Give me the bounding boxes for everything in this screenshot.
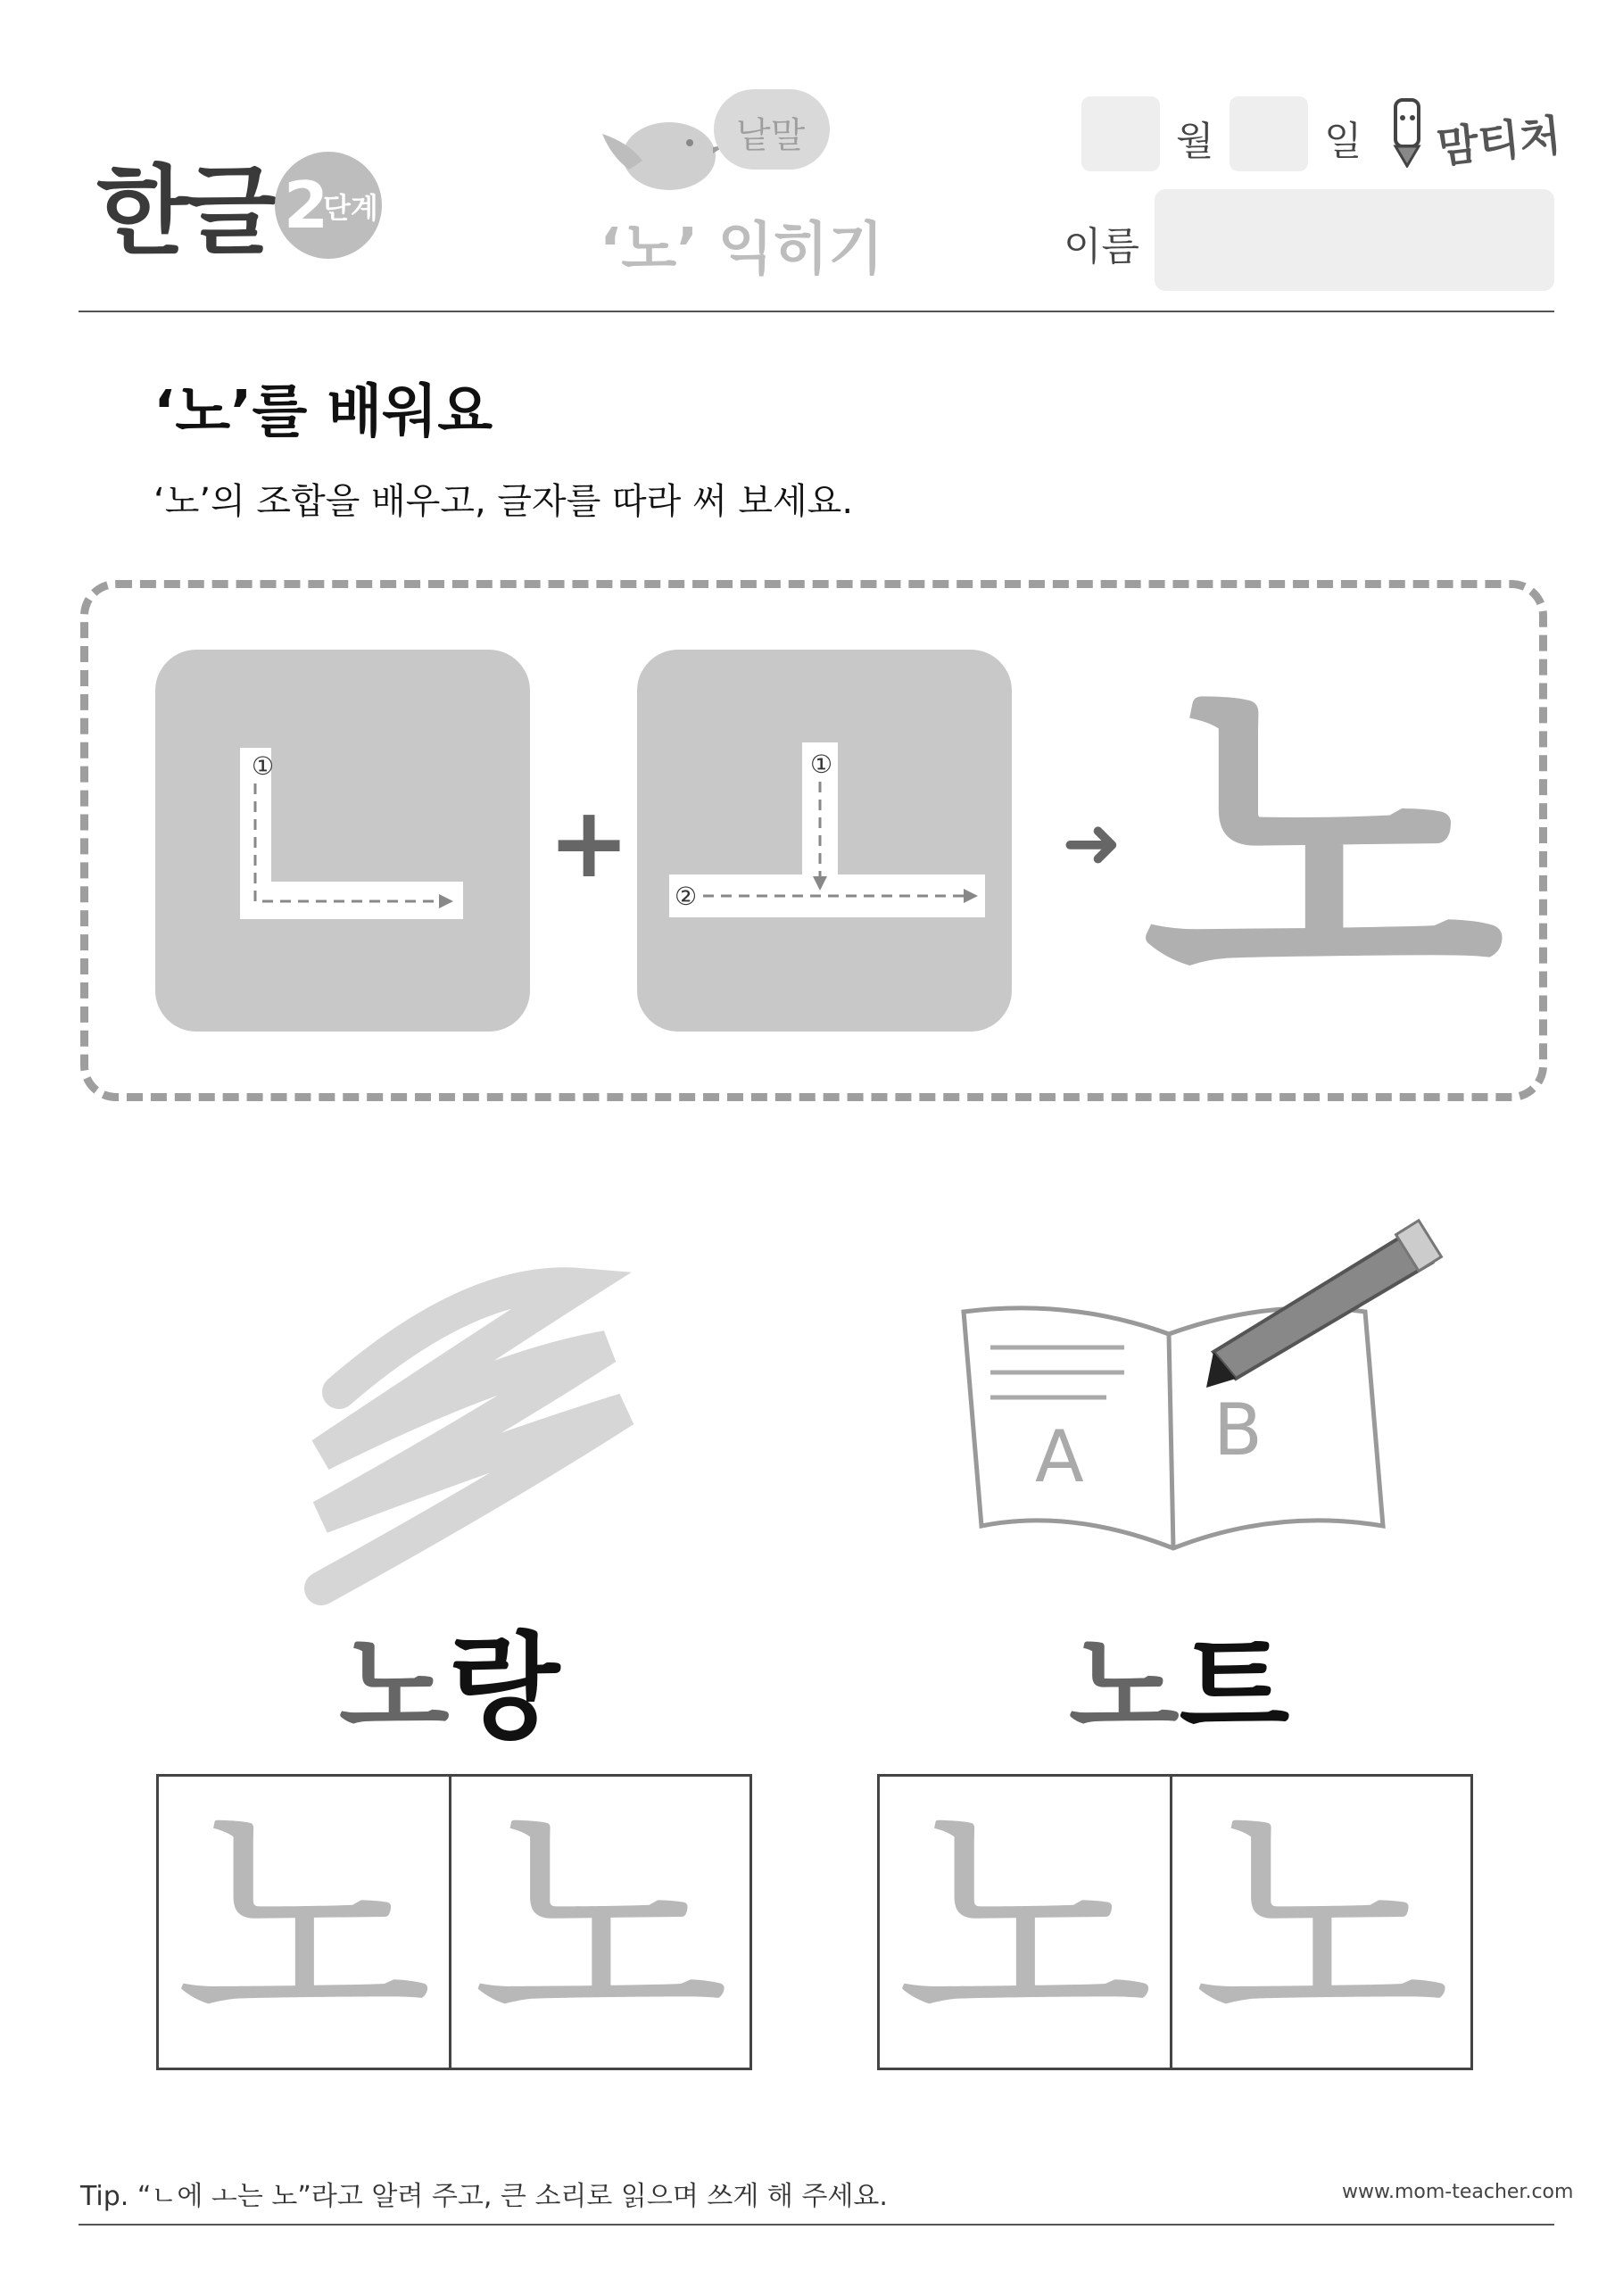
word-2-rest: 트 bbox=[1179, 1621, 1290, 1754]
bubble-label: 낱말 bbox=[736, 115, 806, 156]
name-field[interactable] bbox=[1155, 189, 1554, 291]
step-word: 단계 bbox=[323, 191, 378, 225]
vowel-tile bbox=[637, 650, 1012, 1032]
consonant-nieun-stroke-guide bbox=[155, 650, 530, 1032]
svg-text:A: A bbox=[1035, 1415, 1084, 1498]
worksheet-title: 한글 bbox=[96, 156, 272, 268]
tracing-grid-2 bbox=[877, 1768, 1473, 2079]
vowel-stroke-order-2: ② bbox=[675, 882, 698, 911]
consonant-tile bbox=[155, 650, 530, 1032]
day-field[interactable] bbox=[1230, 96, 1308, 171]
pencil-mascot-icon bbox=[1388, 96, 1428, 168]
notebook-pencil-icon bbox=[946, 1214, 1445, 1588]
svg-text:B: B bbox=[1213, 1388, 1263, 1471]
tip-text: Tip. “ㄴ에 ㅗ는 노”라고 알려 주고, 큰 소리로 읽으며 쓰게 해 주세요. bbox=[80, 2181, 888, 2212]
word-1-rest: 랑 bbox=[449, 1621, 560, 1754]
header-divider bbox=[79, 311, 1554, 312]
plus-sign: + bbox=[548, 785, 631, 899]
day-label: 일 bbox=[1324, 119, 1362, 164]
vowel-o-stroke-guide bbox=[637, 650, 1012, 1032]
vowel-stroke-order-1: ① bbox=[810, 750, 833, 779]
name-label: 이름 bbox=[1064, 224, 1140, 269]
month-field[interactable] bbox=[1081, 96, 1160, 171]
lesson-title: ‘노’ 익히기 bbox=[600, 217, 884, 283]
trace-cell[interactable] bbox=[159, 1768, 451, 2079]
word-1 bbox=[339, 1621, 560, 1754]
site-url[interactable]: www.mom-teacher.com bbox=[1342, 2181, 1574, 2203]
brand-logo: 맘티처 bbox=[1434, 110, 1564, 174]
trace-guide-char: 노 bbox=[1192, 1768, 1451, 2079]
trace-guide-char: 노 bbox=[471, 1768, 730, 2079]
trace-guide-char: 노 bbox=[895, 1768, 1155, 2079]
bird-icon bbox=[593, 107, 727, 196]
word-1-target-syllable: 노 bbox=[339, 1621, 450, 1754]
month-label: 월 bbox=[1176, 119, 1214, 164]
tracing-grid-1 bbox=[156, 1768, 752, 2079]
result-arrow: ➜ bbox=[1062, 801, 1122, 884]
trace-guide-char: 노 bbox=[174, 1768, 434, 2079]
step-number: 2 bbox=[284, 168, 329, 243]
footer-divider bbox=[79, 2224, 1554, 2226]
result-syllable: 노 bbox=[1142, 629, 1504, 1065]
yellow-crayon-scribble-icon bbox=[286, 1249, 660, 1624]
section-instructions: ‘노’의 조합을 배우고, 글자를 따라 써 보세요. bbox=[153, 481, 854, 522]
trace-cell[interactable] bbox=[880, 1768, 1172, 2079]
trace-cell[interactable] bbox=[454, 1768, 747, 2079]
word-2 bbox=[1069, 1621, 1290, 1754]
trace-cell[interactable] bbox=[1175, 1768, 1468, 2079]
consonant-stroke-order: ① bbox=[252, 751, 275, 781]
section-heading: ‘노’를 배워요 bbox=[153, 379, 493, 445]
word-2-target-syllable: 노 bbox=[1069, 1621, 1180, 1754]
